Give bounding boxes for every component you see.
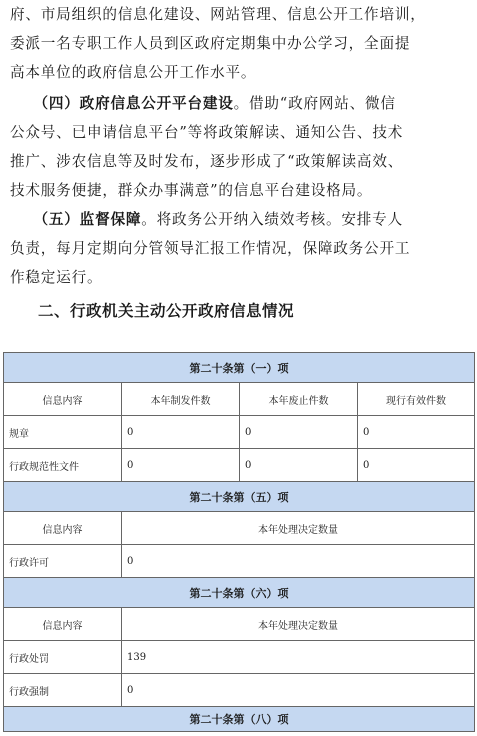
table-band-row xyxy=(4,707,475,732)
column-header: 现行有效件数 xyxy=(358,383,475,416)
section-title: 第二十条第（五）项 xyxy=(4,482,475,512)
text-line: 技术服务便捷，群众办事满意”的信息平台建设格局。 xyxy=(10,182,373,199)
table-cell: 0 xyxy=(122,449,240,482)
table-cell: 0 xyxy=(122,545,475,578)
table-cell: 0 xyxy=(358,416,475,449)
table-header-row xyxy=(4,608,475,641)
section-title: 第二十条第（八）项 xyxy=(4,707,475,732)
table-cell: 0 xyxy=(122,674,475,707)
section-title: 第二十条第（六）项 xyxy=(4,578,475,608)
table-header-row xyxy=(4,512,475,545)
table-band-row xyxy=(4,482,475,512)
column-header: 本年制发件数 xyxy=(122,383,240,416)
table-band-row xyxy=(4,353,475,383)
text-line: 公众号、已申请信息平台”等将政策解读、通知公告、技术 xyxy=(10,124,404,141)
text-line: 高本单位的政府信息公开工作水平。 xyxy=(10,64,257,81)
row-label: 行政强制 xyxy=(4,674,122,707)
table-header-row xyxy=(4,383,475,416)
table-row xyxy=(4,545,475,578)
column-header: 信息内容 xyxy=(4,608,122,641)
column-header: 信息内容 xyxy=(4,512,122,545)
row-label: 行政许可 xyxy=(4,545,122,578)
table-row xyxy=(4,416,475,449)
text-line: 推广、涉农信息等及时发布，逐步形成了“政策解读高效、 xyxy=(10,153,404,170)
table-band-row xyxy=(4,578,475,608)
paragraph-lead: （五）监督保障 xyxy=(40,211,142,228)
table-row xyxy=(4,674,475,707)
paragraph-training xyxy=(10,0,470,87)
row-label: 行政处罚 xyxy=(4,641,122,674)
table-cell: 0 xyxy=(358,449,475,482)
table-cell: 0 xyxy=(240,416,358,449)
text-line: 府、市局组织的信息化建设、网站管理、信息公开工作培训， xyxy=(10,6,426,23)
text-line: 作稳定运行。 xyxy=(10,269,103,286)
text-line: 。将政务公开纳入绩效考核。安排专人 xyxy=(141,211,403,228)
table-row xyxy=(4,449,475,482)
column-header: 信息内容 xyxy=(4,383,122,416)
section-heading: 二、行政机关主动公开政府信息情况 xyxy=(38,302,295,320)
paragraph-supervision xyxy=(10,205,470,292)
section-title: 第二十条第（一）项 xyxy=(4,353,475,383)
paragraph-lead: （四）政府信息公开平台建设 xyxy=(40,95,234,112)
table-cell: 0 xyxy=(122,416,240,449)
text-line: 。借助“政府网站、微信 xyxy=(233,95,396,112)
text-line: 负责，每月定期向分管领导汇报工作情况，保障政务公开工 xyxy=(10,240,411,257)
table-cell: 0 xyxy=(240,449,358,482)
column-header: 本年处理决定数量 xyxy=(122,608,475,641)
table-row xyxy=(4,641,475,674)
row-label: 规章 xyxy=(4,416,122,449)
paragraph-platform xyxy=(10,89,470,205)
text-line: 委派一名专职工作人员到区政府定期集中办公学习，全面提 xyxy=(10,35,411,52)
table-cell: 139 xyxy=(122,641,475,674)
column-header: 本年废止件数 xyxy=(240,383,358,416)
row-label: 行政规范性文件 xyxy=(4,449,122,482)
disclosure-table xyxy=(3,352,475,732)
column-header: 本年处理决定数量 xyxy=(122,512,475,545)
